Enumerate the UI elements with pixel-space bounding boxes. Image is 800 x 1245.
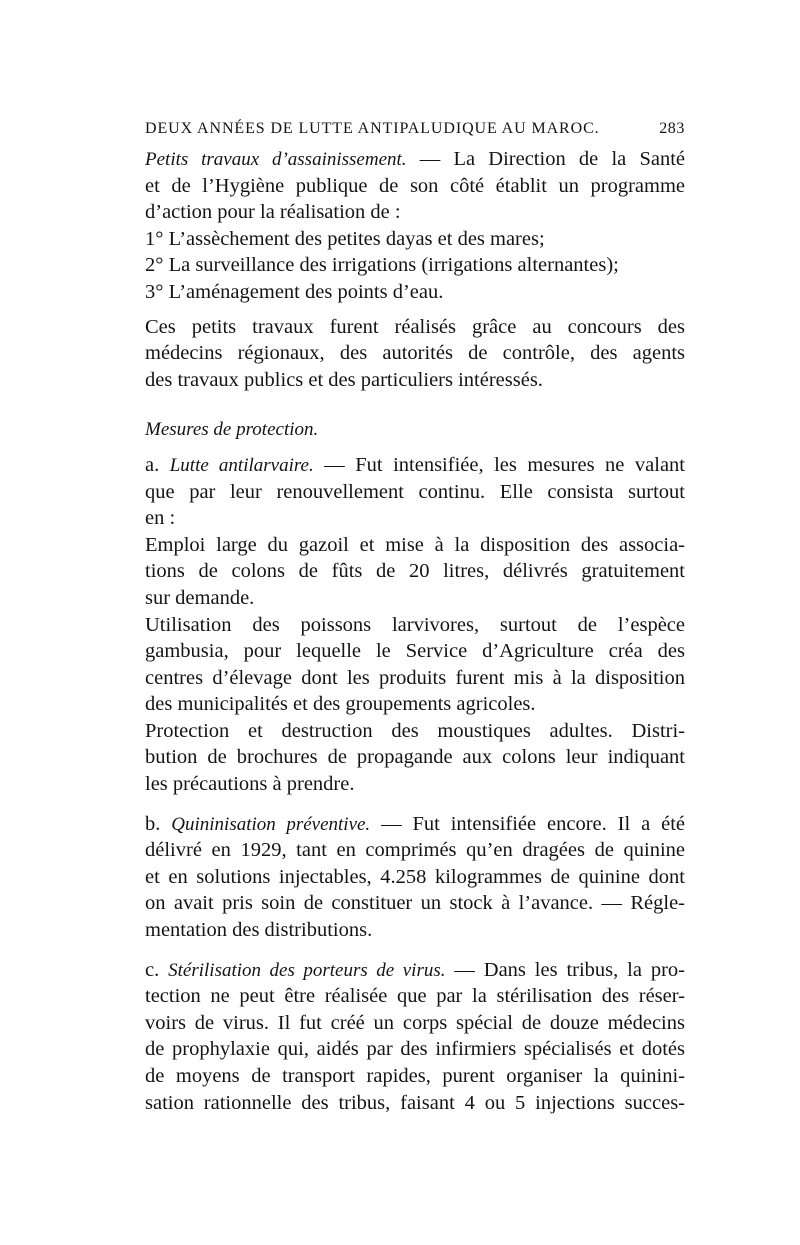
text-line: on avait pris soin de constituer un stock à l’avance. — Régle- [145, 892, 685, 915]
book-page [145, 118, 685, 1116]
text-line: les précautions à prendre. [145, 773, 355, 796]
page-number: 283 [659, 120, 685, 137]
text-line: d’action pour la réalisation de : [145, 201, 401, 224]
text-line: Protection et destruction des moustiques adultes. Distri- [145, 719, 685, 742]
text-line: sur demande. [145, 586, 255, 609]
text-line: bution de brochures de propagande aux colons leur indiquant [145, 746, 685, 769]
running-head-title: DEUX ANNÉES DE LUTTE ANTIPALUDIQUE AU MAROC. [145, 120, 600, 137]
text-line: de prophylaxie qui, aidés par des infirmiers spécialisés et dotés [145, 1038, 685, 1061]
text-line: Ces petits travaux furent réalisés grâce au concours des [145, 315, 685, 338]
subsection-a-label: a. [145, 453, 170, 476]
text-line: Utilisation des poissons larvivores, surtout de l’espèce [145, 613, 685, 636]
text-line: Emploi large du gazoil et mise à la disposition des associa- [145, 533, 685, 556]
text-line: de moyens de transport rapides, purent organiser la quinini- [145, 1065, 685, 1087]
text-line: sation rationnelle des tribus, faisant 4 ou 5 injections succes- [145, 1091, 685, 1114]
list-item: 1° L’assèchement des petites dayas et des mares; [145, 227, 545, 250]
text-line: tions de colons de fûts de 20 litres, délivrés gratuitement [145, 560, 685, 583]
text-line: centres d’élevage dont les produits furent mis à la disposition [145, 666, 685, 689]
section1-first-line-rest: — La Direction de la Santé [406, 148, 685, 170]
running-head [145, 118, 685, 140]
subsection-c-title: Stérilisation des porteurs de virus. [168, 959, 446, 981]
text-line: voirs de virus. Il fut créé un corps spécial de douze médecins [145, 1011, 685, 1034]
text-line: en : [145, 507, 176, 530]
subsection-b-rest: — Fut intensifiée encore. Il a été [370, 812, 685, 835]
subsection-a-title: Lutte antilarvaire. [169, 454, 314, 476]
text-line: des travaux publics et des particuliers intéressés. [145, 368, 543, 391]
text-line: délivré en 1929, tant en comprimés qu’en dragées de quinine [145, 839, 685, 862]
section2-heading: Mesures de protection. [145, 419, 319, 441]
text-line: mentation des distributions. [145, 919, 373, 942]
text-line: des municipalités et des groupements agricoles. [145, 693, 536, 716]
subsection-a-first-line [145, 452, 685, 479]
subsection-c-first-line [145, 957, 685, 984]
subsection-c-label: c. [145, 958, 169, 981]
section1-first-line [145, 146, 685, 173]
text-line: gambusia, pour lequelle le Service d’Agriculture créa des [145, 640, 685, 663]
text-line: que par leur renouvellement continu. Elle consista surtout [145, 480, 685, 503]
subsection-b-label: b. [145, 812, 172, 835]
subsection-c-rest: — Dans les tribus, la pro- [445, 958, 685, 981]
text-line: tection ne peut être réalisée que par la stérilisation des réser- [145, 985, 685, 1008]
list-item: 2° La surveillance des irrigations (irrigations alternantes); [145, 254, 619, 277]
subsection-a-rest: — Fut intensifiée, les mesures ne valant [313, 453, 685, 476]
subsection-b-first-line [145, 811, 685, 838]
list-item: 3° L’aménagement des points d’eau. [145, 280, 444, 303]
text-line: et de l’Hygiène publique de son côté établit un programme [145, 174, 685, 197]
section1-heading: Petits travaux d’assainissement. [145, 149, 407, 170]
text-line: médecins régionaux, des autorités de contrôle, des agents [145, 342, 685, 365]
subsection-b-title: Quininisation préventive. [171, 813, 371, 835]
text-line: et en solutions injectables, 4.258 kilogrammes de quinine dont [145, 865, 685, 888]
